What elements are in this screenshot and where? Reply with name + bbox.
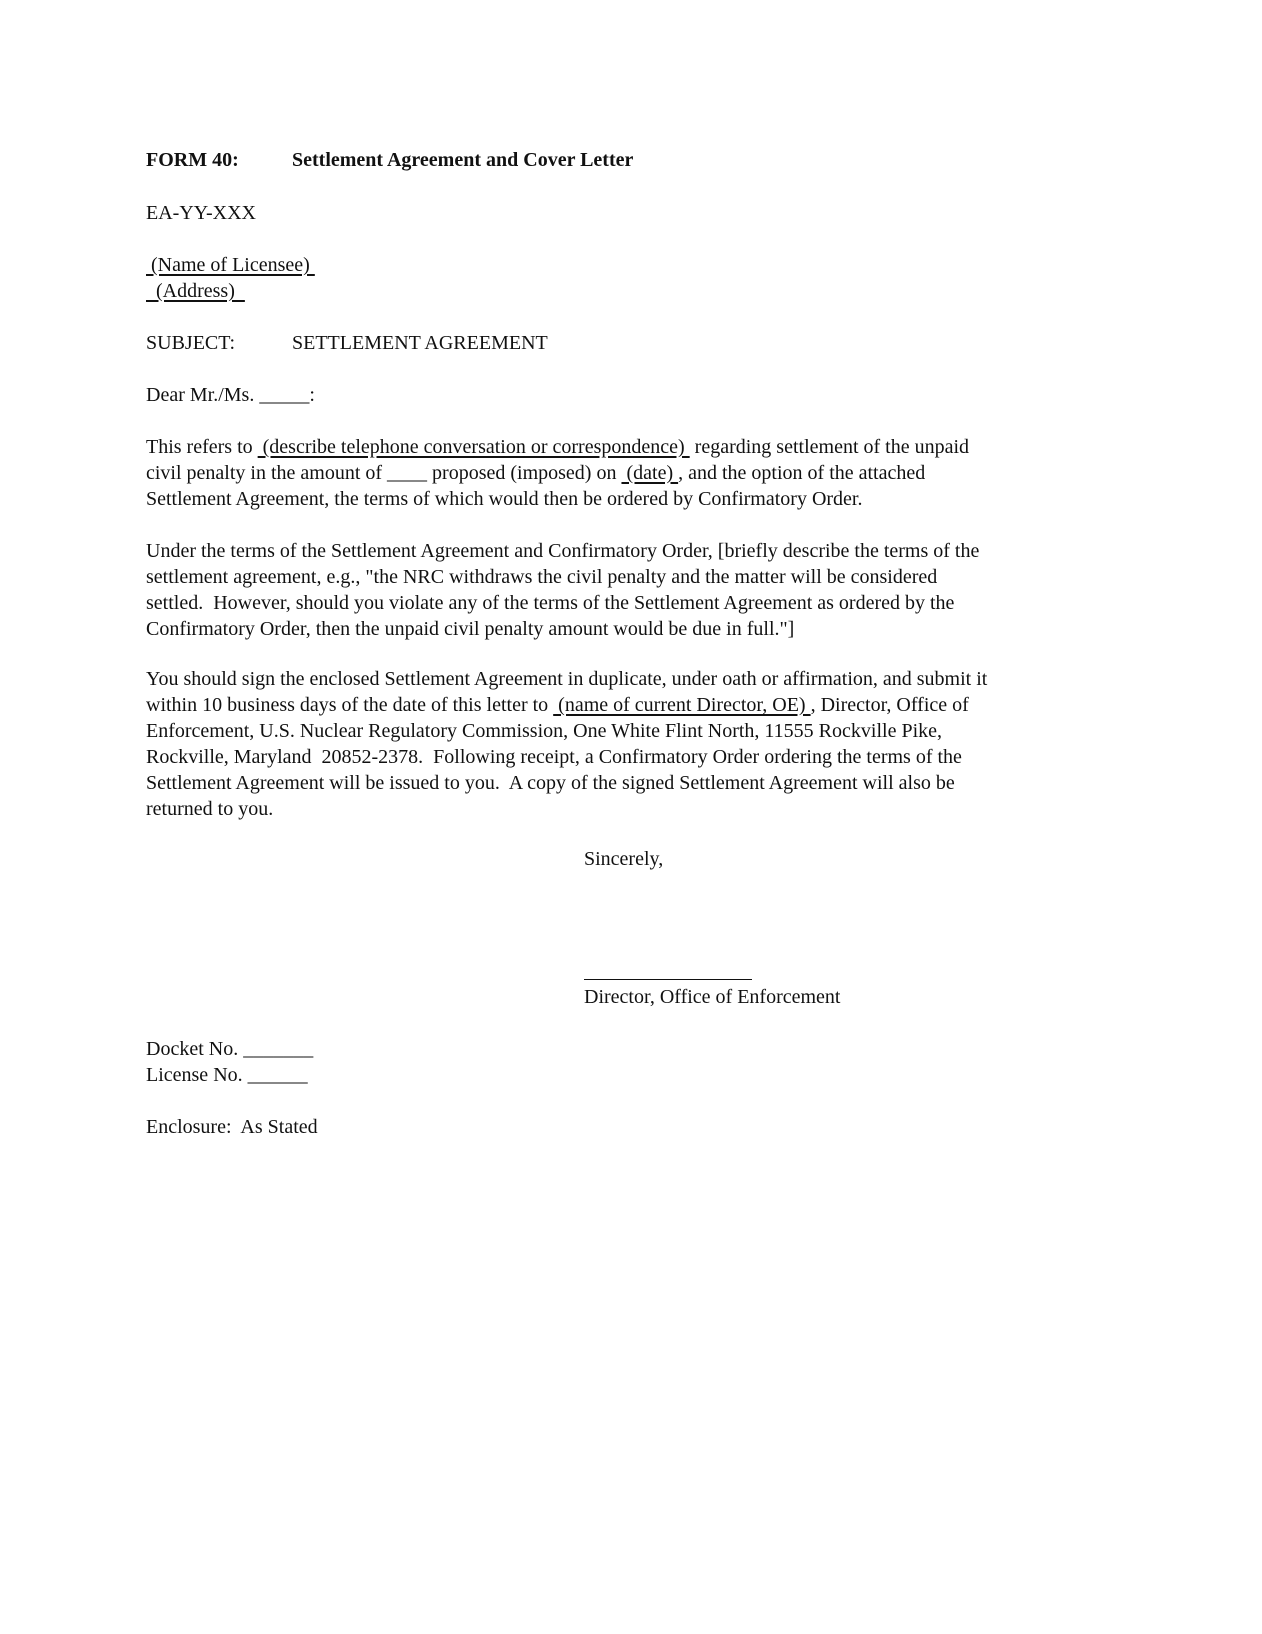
paragraph-terms-line: settlement agreement, e.g., "the NRC withdraws the civil penalty and the matter will be considered [146, 566, 938, 588]
licensee-name-placeholder: (Name of Licensee) [146, 254, 315, 276]
paragraph-reference [146, 434, 1146, 512]
paragraph-terms-line: settled. However, should you violate any of the terms of the Settlement Agreement as ordered by the [146, 592, 955, 614]
director-name-placeholder: (name of current Director, OE) [553, 694, 811, 716]
text-run: , Director, Office of [810, 694, 969, 716]
enclosure-note: Enclosure: As Stated [146, 1116, 318, 1138]
closing: Sincerely, [584, 848, 664, 870]
form-title: Settlement Agreement and Cover Letter [292, 149, 634, 171]
licensee-address-placeholder: (Address) [146, 280, 245, 302]
ea-number: EA-YY-XXX [146, 202, 256, 224]
paragraph-terms-line: Under the terms of the Settlement Agreement and Confirmatory Order, [briefly describe the terms of the [146, 540, 980, 562]
paragraph-instructions [146, 666, 1146, 822]
salutation: Dear Mr./Ms. _____: [146, 384, 315, 406]
text-run: regarding settlement of the unpaid [689, 436, 970, 458]
text-run: within 10 business days of the date of this letter to [146, 694, 554, 716]
signature-line [584, 979, 752, 980]
subject-value: SETTLEMENT AGREEMENT [292, 332, 548, 354]
subject-label: SUBJECT: [146, 332, 236, 354]
paragraph-instructions-line: Rockville, Maryland 20852-2378. Following receipt, a Confirmatory Order ordering the terms of the [146, 746, 962, 768]
text-run: This refers to [146, 436, 258, 458]
paragraph-instructions-line: You should sign the enclosed Settlement Agreement in duplicate, under oath or affirmation, and submit it [146, 668, 988, 690]
paragraph-instructions-line: Settlement Agreement will be issued to you. A copy of the signed Settlement Agreement will also be [146, 772, 955, 794]
signer-title: Director, Office of Enforcement [584, 986, 841, 1008]
paragraph-reference-line-1 [146, 434, 1146, 460]
paragraph-terms-line: Confirmatory Order, then the unpaid civil penalty amount would be due in full."] [146, 618, 795, 640]
correspondence-placeholder: (describe telephone conversation or correspondence) [257, 436, 690, 458]
date-placeholder: (date) [621, 462, 679, 484]
form-number: FORM 40: [146, 149, 239, 171]
text-run: , and the option of the attached [678, 462, 926, 484]
paragraph-instructions-line: Enforcement, U.S. Nuclear Regulatory Commission, One White Flint North, 11555 Rockville Pike, [146, 720, 942, 742]
docket-number: Docket No. _______ [146, 1038, 314, 1060]
paragraph-terms [146, 538, 1146, 642]
paragraph-reference-line-2 [146, 460, 1146, 486]
paragraph-reference-line-3: Settlement Agreement, the terms of which would then be ordered by Confirmatory Order. [146, 488, 863, 510]
paragraph-instructions-line: returned to you. [146, 798, 274, 820]
paragraph-instructions-line [146, 692, 1146, 718]
text-run: civil penalty in the amount of ____ proposed (imposed) on [146, 462, 622, 484]
license-number: License No. ______ [146, 1064, 308, 1086]
